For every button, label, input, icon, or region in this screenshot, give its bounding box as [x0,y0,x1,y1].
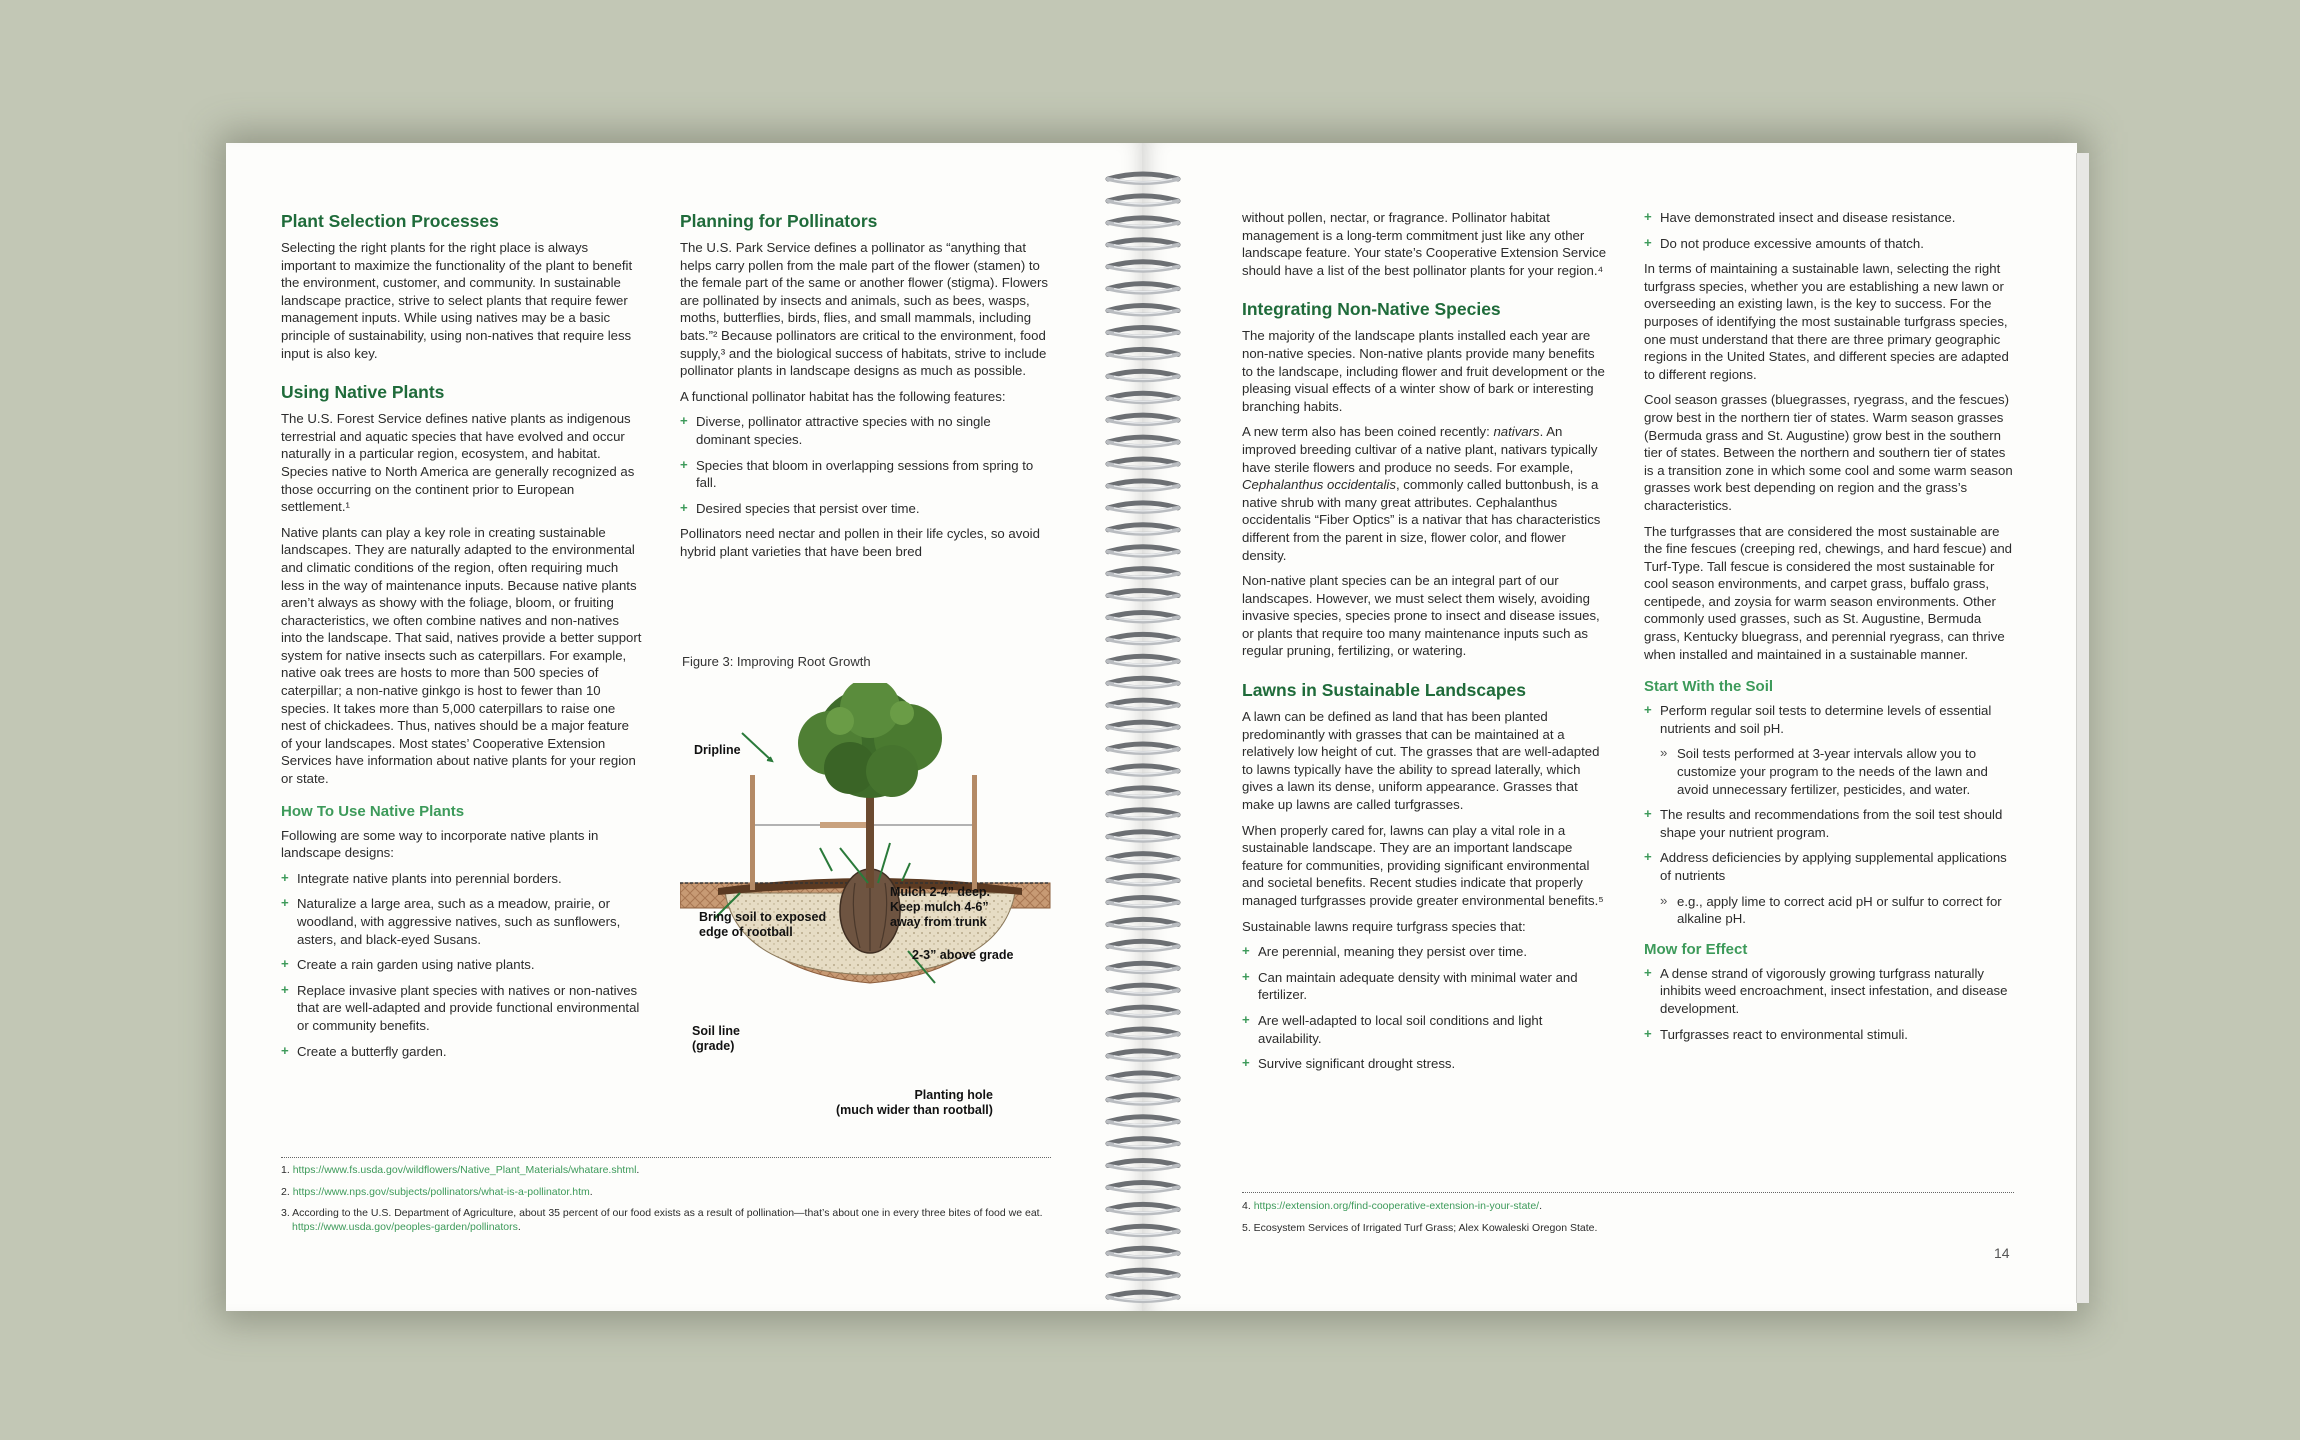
spiral-coil [1108,810,1178,819]
spiral-coil [1108,1073,1178,1082]
spiral-coil [1108,634,1178,643]
heading-mow-for-effect: Mow for Effect [1644,940,1748,958]
spiral-coil [1108,349,1178,358]
list-item: + Turfgrasses react to environmental stimuli. [1644,1026,2014,1044]
lawn-list [1242,943,1607,1073]
sub-list-item: » e.g., apply lime to correct acid pH or sulfur to correct for alkaline pH. [1660,893,2014,928]
heading-how-to-use: How To Use Native Plants [281,802,465,820]
footnote-link[interactable]: https://www.nps.gov/subjects/pollinators/what-is-a-pollinator.htm [292,1185,590,1198]
paragraph: The turfgrasses that are considered the most sustainable are the fine fescues (creeping red, chewings, and hard fescue) and Turf-Type. Tall fescue is considered the most sustainable for cool season environments, and carpet grass, buffalo grass, centipede, and zoysia for warm season environments. Other commonly used grasses, such as St. Augustine, Bermuda grass, Kentucky bluegrass, and perennial ryegrass, can thrive when installed and maintained in a sustainable manner. [1644,523,2013,662]
spiral-coil [1108,1182,1178,1191]
list-item: + Replace invasive plant species with natives or non-natives that are well-adapted and provide functional environmental or community benefits. [281,982,643,1035]
spiral-coil [1108,744,1178,753]
paragraph: When properly cared for, lawns can play a vital role in a sustainable landscape. They are an important landscape feature for communities, providing significant environmental and societal benefits. Recent studies indicate that properly managed turfgrasses provide greater environmental benefits.⁵ [1242,822,1604,908]
right-footnotes [1242,1200,2014,1243]
label-planting-hole: Planting hole (much wider than rootball) [836,1088,993,1117]
heading-planning-pollinators: Planning for Pollinators [680,211,878,231]
spiral-coil [1108,876,1178,885]
mow-list [1644,965,2014,1043]
footnote-rule [1242,1192,2014,1193]
spiral-coil [1108,1292,1178,1301]
list-item: + Diverse, pollinator attractive species with no single dominant species. [680,413,1048,448]
spiral-coil [1108,1204,1178,1213]
left-column-1 [281,211,643,1068]
paragraph: Sustainable lawns require turfgrass species that: [1242,918,1526,934]
soil-sublist [1660,745,2014,798]
spiral-coil [1108,700,1178,709]
spiral-coil [1108,1117,1178,1126]
spiral-coil [1108,240,1178,249]
list-item: + Naturalize a large area, such as a meadow, prairie, or woodland, with aggressive natives, such as sunflowers, asters, and black-eyed Susans. [281,895,643,948]
stake-right [972,775,977,890]
footnote-link[interactable]: https://www.usda.gov/peoples-garden/pollinators [292,1220,518,1233]
turf-list-top [1644,209,2014,252]
list-item: + Desired species that persist over time. [680,500,1048,518]
spiral-coil [1108,262,1178,271]
label-dripline: Dripline [694,743,741,757]
spiral-coil [1108,1226,1178,1235]
paragraph: without pollen, nectar, or fragrance. Pollinator habitat management is a long-term commitment just like any other landscape feature. Your state’s Cooperative Extension Service should have a list of the best pollinator plants for your region.⁴ [1242,210,1607,278]
spiral-binding [1098,165,1188,1315]
list-item: + Species that bloom in overlapping sessions from spring to fall. [680,457,1048,492]
page-number: 14 [1994,1245,2010,1261]
list-item: + Address deficiencies by applying supplemental applications of nutrients [1644,849,2014,884]
spiral-coil [1108,985,1178,994]
spiral-coil [1108,437,1178,446]
list-item: + Do not produce excessive amounts of thatch. [1644,235,2014,253]
left-footnotes [281,1164,1051,1242]
list-item: + Create a butterfly garden. [281,1043,643,1061]
right-column-2 [1644,209,2014,1051]
list-item: + Are well-adapted to local soil conditions and light availability. [1242,1012,1607,1047]
spiral-coil [1108,481,1178,490]
spiral-coil [1108,306,1178,315]
spiral-coil [1108,897,1178,906]
paragraph: Pollinators need nectar and pollen in their life cycles, so avoid hybrid plant varieties that have been bred [680,526,1040,559]
footnote-rule [281,1157,1051,1158]
spiral-coil [1108,1161,1178,1170]
spiral-coil [1108,766,1178,775]
spiral-coil [1108,569,1178,578]
spiral-coil [1108,1270,1178,1279]
spiral-coil [1108,1029,1178,1038]
spiral-coil [1108,1139,1178,1148]
label-above-grade: 2-3” above grade [912,948,1014,962]
list-item: + Can maintain adequate density with minimal water and fertilizer. [1242,969,1607,1004]
list-item: + Are perennial, meaning they persist over time. [1242,943,1607,961]
spiral-coil [1108,612,1178,621]
spiral-coil [1108,1051,1178,1060]
soil-list [1644,702,2014,737]
list-item: + Have demonstrated insect and disease resistance. [1644,209,2014,227]
spiral-coil [1108,678,1178,687]
footnote-5: 5. Ecosystem Services of Irrigated Turf Grass; Alex Kowaleski Oregon State. [1242,1221,1598,1234]
heading-plant-selection: Plant Selection Processes [281,211,499,231]
sub-list-item: » Soil tests performed at 3-year intervals allow you to customize your program to the needs of the lawn and avoid unnecessary fertilizer, pesticides, and water. [1660,745,2014,798]
spiral-coil [1108,196,1178,205]
spiral-coil [1108,284,1178,293]
spiral-coil [1108,963,1178,972]
stake-left [750,775,755,890]
spiral-coil [1108,591,1178,600]
pollinator-list [680,413,1048,517]
heading-lawns: Lawns in Sustainable Landscapes [1242,680,1526,701]
list-item: + Integrate native plants into perennial borders. [281,870,643,888]
footnote-4: 4. https://extension.org/find-cooperative-extension-in-your-state/. [1242,1200,1543,1212]
footnote-link[interactable]: https://extension.org/find-cooperative-extension-in-your-state/ [1253,1200,1540,1212]
list-item: + Create a rain garden using native plants. [281,956,643,974]
left-column-2 [680,211,1048,569]
paragraph: In terms of maintaining a sustainable lawn, selecting the right turfgrass species, whether you are establishing a new lawn or overseeding an existing lawn, is the key to success. For the purposes of identifying the most sustainable turfgrass species, one must understand that there are three primary geographic regions in the United States, and different species are adapted to different regions. [1644,261,2009,382]
list-item: + A dense strand of vigorously growing turfgrass naturally inhibits weed encroachment, insect infestation, and disease development. [1644,965,2014,1018]
figure-caption: Figure 3: Improving Root Growth [682,654,871,669]
label-bring-soil: Bring soil to exposed edge of rootball [699,910,827,939]
how-to-list [281,870,643,1060]
spiral-coil [1108,371,1178,380]
spiral-coil [1108,832,1178,841]
list-item: + Perform regular soil tests to determine levels of essential nutrients and soil pH. [1644,702,2014,737]
spiral-coil [1108,503,1178,512]
spiral-coil [1108,525,1178,534]
footnote-1: 1. https://www.fs.usda.gov/wildflowers/Native_Plant_Materials/whatare.shtml. [281,1164,640,1176]
right-column-1 [1242,209,1607,1081]
footnote-3: 3. According to the U.S. Department of Agriculture, about 35 percent of our food exists as a result of pollination—that’s about one in every three bites of food we eat. https://www.usda.gov/peoples-garden/pollinators. [281,1207,1043,1233]
spiral-coil [1108,547,1178,556]
spiral-coil [1108,656,1178,665]
spiral-coil [1108,218,1178,227]
spiral-coil [1108,722,1178,731]
paragraph-nativars: A new term also has been coined recently: nativars. An improved breeding cultivar of a native plant, nativars typically have sterile flowers and produce no seeds. For example, Cephalanthus occidentalis, commonly called buttonbush, is a native shrub with many great attributes. Cephalanthus occidentalis “Fiber Optics” is a nativar that has characteristics different from the parent in size, flower color, and flower density. [1242,424,1601,563]
spiral-coil [1108,459,1178,468]
spiral-coil [1108,1095,1178,1104]
spiral-coil [1108,415,1178,424]
soil-list [1644,806,2014,884]
paragraph: Non-native plant species can be an integral part of our landscapes. However, we must select them wisely, avoiding invasive species, species prone to insect and disease issues, or plants that require too many maintenance inputs such as regular pruning, fertilizing, or watering. [1242,573,1600,659]
spiral-coil [1108,1248,1178,1257]
paragraph: The U.S. Park Service defines a pollinator as “anything that helps carry pollen from the male part of the flower (stamen) to the female part of the same or another flower (stigma). Flowers are pollinated by insects and animals, such as bees, wasps, moths, butterflies, birds, flies, and small mammals, including bats.”² Because pollinators are critical to the environment, food supply,³ and the biological success of habitats, strive to include pollinator plants in landscape designs as much as possible. [680,240,1048,379]
heading-start-with-soil: Start With the Soil [1644,678,1774,696]
spiral-coil [1108,327,1178,336]
footnote-2: 2. https://www.nps.gov/subjects/pollinators/what-is-a-pollinator.htm. [281,1185,593,1198]
list-item: + The results and recommendations from the soil test should shape your nutrient program. [1644,806,2014,841]
label-soil-line: Soil line (grade) [692,1024,740,1053]
paragraph: A functional pollinator habitat has the following features: [680,388,1006,404]
spiral-coil [1108,1007,1178,1016]
root-growth-diagram [680,683,1060,1013]
paragraph: The U.S. Forest Service defines native plants as indigenous terrestrial and aquatic species that have evolved and occur naturally in a particular region, ecosystem, and habitat. Species native to North America are generally recognized as those occurring on the continent prior to European settlement.¹ [281,411,635,515]
paragraph: Cool season grasses (bluegrasses, ryegrass, and the fescues) grow best in the northern tier of states. Warm season grasses (Bermuda grass and St. Augustine) grow best in the southern tier of states. Between the northern and southern tier of states is a transition zone in which some cool and some warm season grasses work best depending on region and the grass’s characteristics. [1644,392,2013,513]
spiral-coil [1108,393,1178,402]
spiral-coil [1108,919,1178,928]
spiral-coil [1108,941,1178,950]
spiral-coil [1108,854,1178,863]
soil-sublist [1660,893,2014,928]
tree-canopy [798,683,942,798]
paragraph: Following are some way to incorporate native plants in landscape designs: [281,827,599,861]
paragraph: A lawn can be defined as land that has been planted predominantly with grasses that can be maintained at a relatively low height of cut. The grasses that are well-adapted to lawns typically have the ability to spread laterally, which gives a lawn its dense, uniform appearance. Grasses that make up lawns are called turfgrasses. [1242,709,1600,813]
left-page [226,143,1146,1311]
right-page [1142,143,2077,1311]
list-item: + Survive significant drought stress. [1242,1055,1607,1073]
paragraph: The majority of the landscape plants installed each year are non-native species. Non-native plants provide many benefits to the landscape, including flower and fruit development or the pleasing visual effects of a winter show of bark or interesting branching habits. [1242,328,1605,414]
footnote-link[interactable]: https://www.fs.usda.gov/wildflowers/Native_Plant_Materials/whatare.shtml [292,1164,637,1176]
paragraph: Native plants can play a key role in creating sustainable landscapes. They are naturally adapted to the environmental and climatic conditions of the region, often requiring much less in the way of maintenance inputs. Because native plants aren’t always as showy with the foliage, bloom, or fruiting characteristics, we often combine natives and non-natives into the landscape. That said, natives provide a better support system for native insects such as caterpillars. For example, native oak trees are hosts to more than 500 species of caterpillar; a non-native ginkgo is host to fewer than 10 species. It takes more than 5,000 caterpillars to raise one nest of chickadees. Thus, natives should be a major feature of your landscapes. Most states’ Cooperative Extension Services have information about native plants for your region or state. [281,524,642,787]
heading-using-native-plants: Using Native Plants [281,382,445,403]
spiral-coil [1108,788,1178,797]
label-mulch: Mulch 2-4” deep. Keep mulch 4-6” away from trunk [890,885,991,929]
paragraph: Selecting the right plants for the right place is always important to maximize the functionality of the plant to benefit the environment, customer, and community. In sustainable landscape practice, strive to select plants that require fewer management inputs. While using natives may be a basic principle of sustainability, using non-natives that require less input is also key. [281,240,633,361]
heading-non-native: Integrating Non-Native Species [1242,299,1501,320]
spiral-coil [1108,174,1178,183]
